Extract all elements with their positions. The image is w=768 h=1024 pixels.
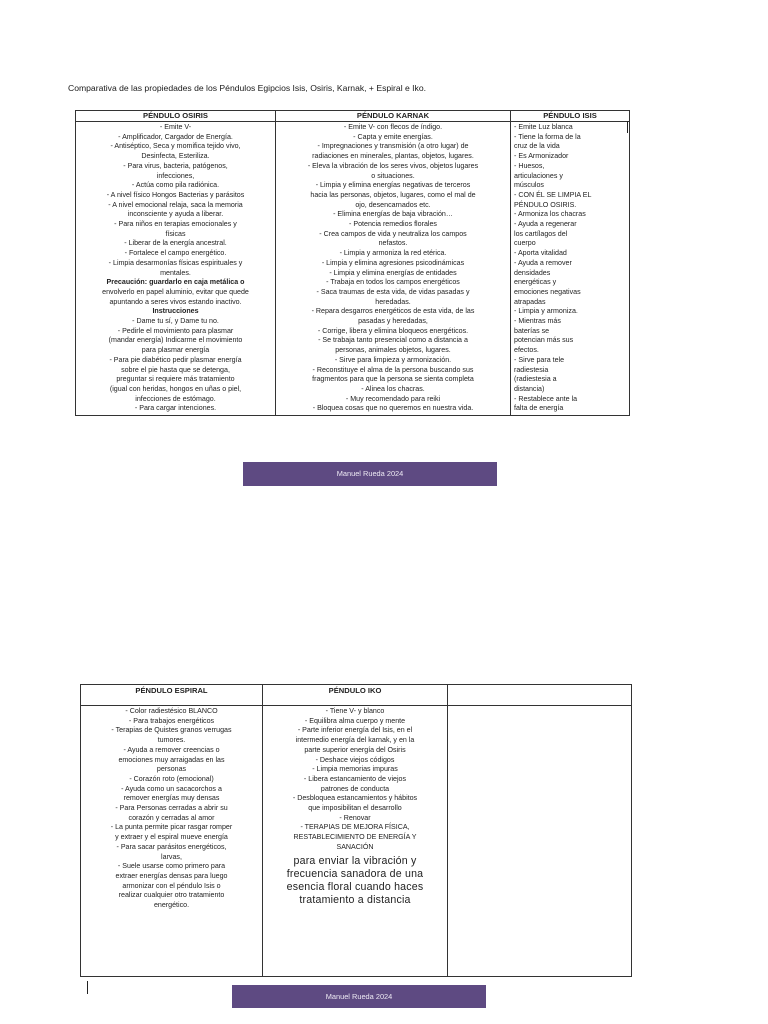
list-item: - Huesos, <box>514 161 545 170</box>
list-item: - Ayuda como un sacacorchos a <box>121 784 222 793</box>
list-item: esencia floral cuando haces <box>286 880 424 893</box>
list-item: - Reconstituye el alma de la persona buscando sus <box>312 365 474 374</box>
list-item: heredadas. <box>375 297 411 306</box>
list-item: baterías se <box>514 326 550 335</box>
list-item: personas, animales objetos, lugares. <box>335 346 451 355</box>
list-item: Precaución: guardarlo en caja metálica o <box>106 278 245 287</box>
credit-banner-bottom: Manuel Rueda 2024 <box>232 985 486 1008</box>
list-item: - Para cargar intenciones. <box>134 404 217 413</box>
list-item: - Limpia y elimina energías negativas de terceros <box>315 181 471 190</box>
list-item: - Para pie diabético pedir plasmar energía <box>109 355 242 364</box>
iko-handwritten-note <box>263 854 447 908</box>
text-cursor <box>627 121 628 133</box>
list-item: - Armoniza los chacras <box>514 210 586 219</box>
list-item: emociones negativas <box>514 287 581 296</box>
list-item: - Libera estancamiento de viejos <box>303 774 407 783</box>
list-item: tratamiento a distancia <box>299 893 411 906</box>
list-item: - Sirve para tele <box>514 355 565 364</box>
list-item: - Crea campos de vida y neutraliza los campos <box>319 229 467 238</box>
list-item: hacia las personas, objetos, lugares, como el mal de <box>310 190 476 199</box>
list-item: - Tiene la forma de la <box>514 132 581 141</box>
list-item: - Color radiestésico BLANCO <box>125 707 218 715</box>
header-karnak: PÉNDULO KARNAK <box>276 111 511 122</box>
list-item: - Trabaja en todos los campos energéticos <box>326 278 460 287</box>
list-item: cruz de la vida <box>514 142 560 151</box>
list-item: que imposibilitan el desarrollo <box>308 804 402 813</box>
list-item: (igual con heridas, hongos en uñas o piel, <box>109 384 242 393</box>
header-espiral: PÉNDULO ESPIRAL <box>81 685 263 706</box>
list-item: remover energías muy densas <box>123 794 220 803</box>
list-item: - Limpia y elimina energías de entidades <box>329 268 457 277</box>
list-item: para plasmar energía <box>141 346 210 355</box>
list-item: - Emite Luz blanca <box>514 123 573 131</box>
list-item: - Emite V- <box>159 123 192 131</box>
list-item: falta de energía <box>514 404 564 413</box>
list-item: - Deshace viejos códigos <box>315 755 395 764</box>
list-item: (radiestesia a <box>514 375 557 384</box>
table-body-row <box>81 706 632 977</box>
list-item: - Impregnaciones y transmisión (a otro lugar) de <box>317 142 469 151</box>
list-item: inconsciente y ayuda a liberar. <box>127 210 224 219</box>
list-item: potencian más sus <box>514 336 574 345</box>
list-item: patrones de conducta <box>320 784 390 793</box>
list-item: ojo, desencarnados etc. <box>355 200 431 209</box>
list-item: pasadas y heredadas, <box>358 317 428 326</box>
list-item: - Se trabaja tanto presencial como a distancia a <box>318 336 468 345</box>
list-item: parte superior energía del Osiris <box>304 745 406 754</box>
list-item: larvas, <box>161 852 182 861</box>
list-item: - Para virus, bacteria, patógenos, <box>123 161 228 170</box>
list-item: - Eleva la vibración de los seres vivos, objetos lugares <box>307 161 479 170</box>
list-item: - Liberar de la energía ancestral. <box>124 239 227 248</box>
list-item: - Limpia memorias impuras <box>312 765 398 774</box>
list-item: personas <box>156 765 187 774</box>
list-item: apuntando a seres vivos estando inactivo. <box>109 297 242 306</box>
list-item: cuerpo <box>514 239 536 248</box>
comparison-table-top <box>75 110 630 416</box>
list-item: - Para trabajos energéticos <box>128 716 215 725</box>
osiris-list <box>76 122 275 415</box>
list-item: (mandar energía) Indicarme el movimiento <box>108 336 243 345</box>
list-item: intermedio energía del karnak, y en la <box>295 736 415 745</box>
list-item: músculos <box>514 181 544 190</box>
list-item: - Limpia y elimina agresiones psicodinámicas <box>321 258 465 267</box>
list-item: o situaciones. <box>371 171 415 180</box>
list-item: sobre el pie hasta que se detenga, <box>121 365 230 374</box>
list-item: - CON ÉL SE LIMPIA EL <box>514 190 592 199</box>
list-item: infecciones de estómago. <box>135 394 216 403</box>
list-item: corazón y cerradas al amor <box>128 813 215 822</box>
empty-cell <box>448 706 632 977</box>
list-item: - Limpia desarmonías físicas espirituales y <box>108 258 243 267</box>
text-cursor-bottom <box>87 981 88 994</box>
list-item: - Renovar <box>339 813 371 822</box>
list-item: - Repara desgarros energéticos de esta vida, de las <box>311 307 475 316</box>
list-item: densidades <box>514 268 551 277</box>
list-item: armonizar con el péndulo Isis o <box>122 881 221 890</box>
list-item: mentales. <box>160 268 191 277</box>
list-item: - Para sacar parásitos energéticos, <box>116 842 227 851</box>
list-item: - Limpia y armoniza. <box>514 307 578 316</box>
list-item: fragmentos para que la persona se sienta completa <box>312 375 474 384</box>
list-item: efectos. <box>514 346 539 355</box>
list-item: - Suele usarse como primero para <box>117 862 226 871</box>
list-item: frecuencia sanadora de una <box>286 867 424 880</box>
list-item: - Ayuda a regenerar <box>514 220 577 229</box>
list-item: - Sirve para limpieza y armonización. <box>334 355 452 364</box>
list-item: los cartílagos del <box>514 229 568 238</box>
table-header-row <box>76 111 630 122</box>
list-item: - Tiene V- y blanco <box>325 707 385 715</box>
table-header-row <box>81 685 632 706</box>
list-item: envolverlo en papel aluminio, evitar que quede <box>102 287 249 296</box>
list-item: Desinfecta, Esteriliza. <box>141 152 210 161</box>
list-item: - Dame tu sí, y Dame tu no. <box>132 317 219 326</box>
list-item: - Antiséptico, Seca y momifica tejido vivo, <box>110 142 241 151</box>
list-item: preguntar si requiere más tratamiento <box>116 375 235 384</box>
list-item: tumores. <box>157 736 186 745</box>
list-item: PÉNDULO OSIRIS. <box>514 200 577 209</box>
list-item: - Actúa como pila radiónica. <box>131 181 220 190</box>
list-item: - Para niños en terapias emocionales y <box>114 220 237 229</box>
list-item: - Para Personas cerradas a abrir su <box>115 804 228 813</box>
list-item: - Bloquea cosas que no queremos en nuestra vida. <box>312 404 474 413</box>
list-item: - Mientras más <box>514 317 561 326</box>
espiral-list <box>81 706 262 912</box>
table-body-row <box>76 122 630 416</box>
list-item: - Terapias de Quistes granos verrugas <box>111 726 232 735</box>
list-item: - Emite V- con flecos de índigo. <box>343 123 443 131</box>
karnak-list <box>276 122 510 415</box>
list-item: - Desbloquea estancamientos y hábitos <box>292 794 418 803</box>
list-item: - Potencia remedios florales <box>349 220 437 229</box>
list-item: energéticas y <box>514 278 557 287</box>
list-item: - TERAPIAS DE MEJORA FÍSICA, <box>300 823 410 832</box>
list-item: RESTABLECIMIENTO DE ENERGÍA Y <box>293 833 417 842</box>
header-iko: PÉNDULO IKO <box>263 685 448 706</box>
list-item: realizar cualquier otro tratamiento <box>118 891 225 900</box>
list-item: - Es Armonizador <box>514 152 569 161</box>
list-item: atrapadas <box>514 297 546 306</box>
list-item: - Corazón roto (emocional) <box>129 774 214 783</box>
list-item: articulaciones y <box>514 171 563 180</box>
list-item: - Muy recomendado para reiki <box>345 394 441 403</box>
list-item: - Amplificador, Cargador de Energía. <box>118 132 233 141</box>
list-item: físicas <box>165 229 186 238</box>
list-item: - Saca traumas de esta vida, de vidas pasadas y <box>316 287 470 296</box>
list-item: radiaciones en minerales, plantas, objetos, lugares. <box>312 152 474 161</box>
list-item: - A nivel físico Hongos Bacterias y parásitos <box>106 190 245 199</box>
list-item: - Pedirle el movimiento para plasmar <box>117 326 234 335</box>
document-title: Comparativa de las propiedades de los Péndulos Egipcios Isis, Osiris, Karnak, + Espiral e Iko. <box>68 83 427 93</box>
list-item: emociones muy arraigadas en las <box>118 755 225 764</box>
comparison-table-bottom <box>80 684 632 977</box>
list-item: - Restablece ante la <box>514 394 578 403</box>
list-item: - Ayuda a remover creencias o <box>123 745 220 754</box>
list-item: - Aporta vitalidad <box>514 249 567 258</box>
list-item: y extraer y el espiral mueve energía <box>115 833 228 842</box>
list-item: Instrucciones <box>152 307 199 316</box>
list-item: - Limpia y armoniza la red etérica. <box>339 249 447 258</box>
list-item: - Ayuda a remover <box>514 258 572 267</box>
list-item: - Elimina energías de baja vibración… <box>333 210 453 219</box>
list-item: - A nivel emocional relaja, saca la memoria <box>108 200 243 209</box>
list-item: - La punta permite picar rasgar romper <box>110 823 233 832</box>
iko-list <box>263 706 447 854</box>
list-item: nefastos. <box>378 239 408 248</box>
list-item: para enviar la vibración y <box>293 854 417 867</box>
list-item: - Capta y emite energías. <box>353 132 433 141</box>
list-item: - Fortalece el campo energético. <box>124 249 227 258</box>
list-item: radiestesia <box>514 365 549 374</box>
list-item: extraer energías densas para luego <box>115 871 228 880</box>
list-item: - Parte inferior energía del Isis, en el <box>297 726 413 735</box>
credit-banner: Manuel Rueda 2024 <box>243 462 497 486</box>
list-item: - Alinea los chacras. <box>361 384 425 393</box>
list-item: SANACIÓN <box>336 842 374 851</box>
list-item: energético. <box>153 901 190 910</box>
header-isis: PÉNDULO ISIS <box>511 111 630 122</box>
list-item: distancia) <box>514 384 545 393</box>
header-osiris: PÉNDULO OSIRIS <box>76 111 276 122</box>
list-item: infecciones, <box>156 171 195 180</box>
list-item: - Corrige, libera y elimina bloqueos energéticos. <box>317 326 469 335</box>
header-empty <box>448 685 632 706</box>
isis-list <box>511 122 629 415</box>
list-item: - Equilibra alma cuerpo y mente <box>304 716 406 725</box>
